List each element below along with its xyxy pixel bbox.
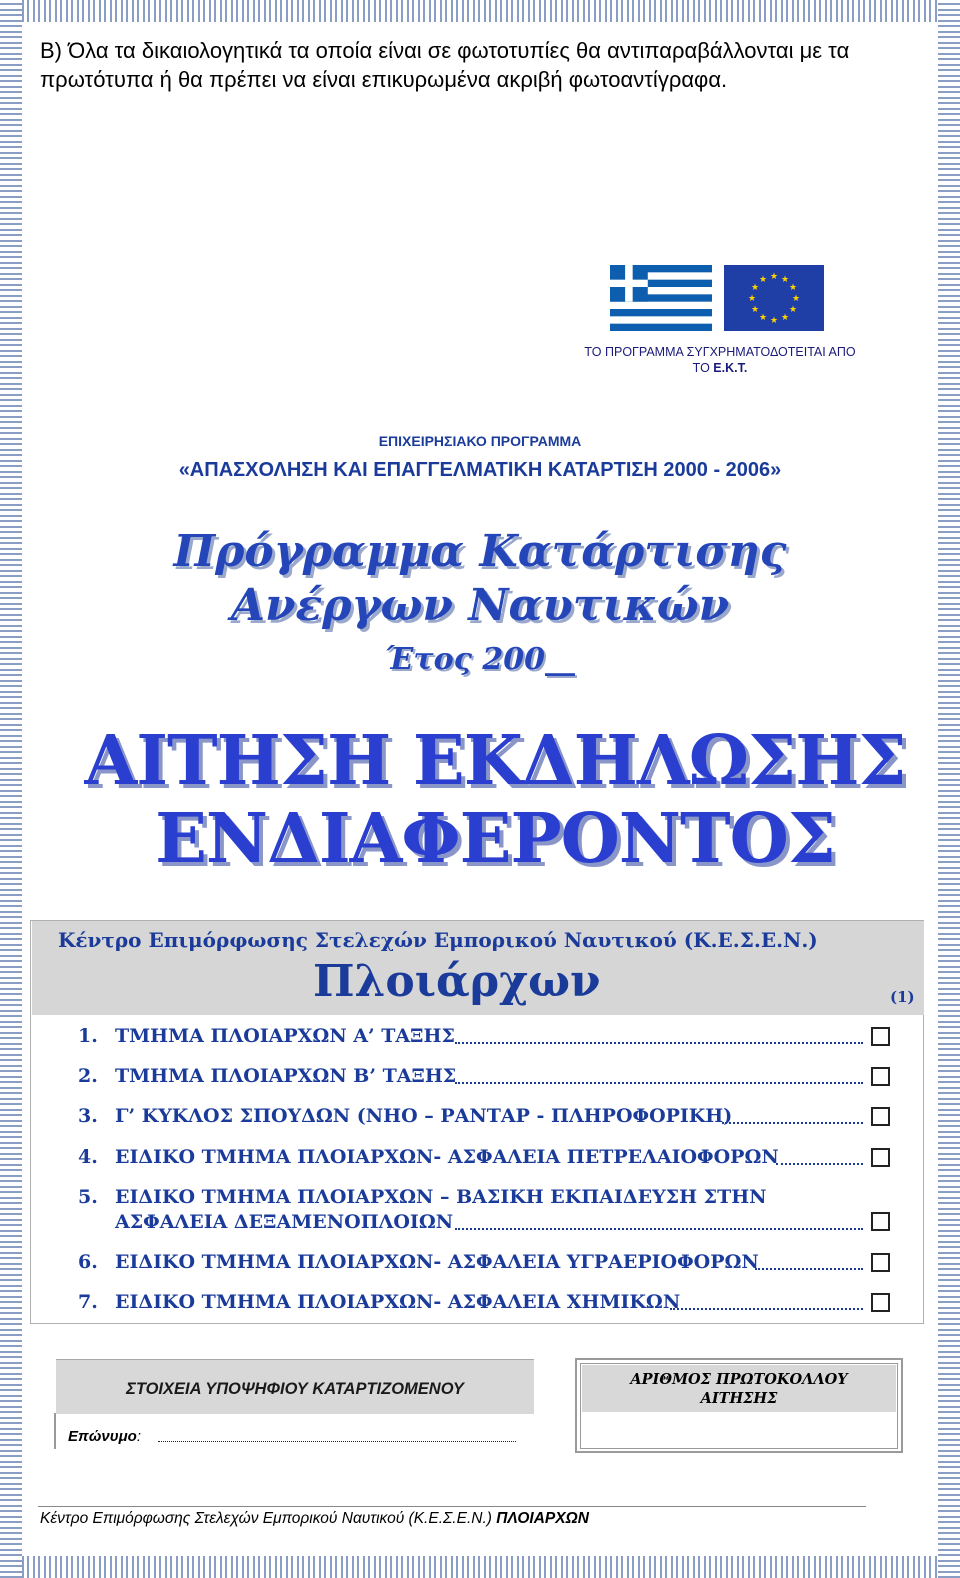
footer-divider <box>38 1506 866 1507</box>
option-leader-dots <box>722 1122 863 1124</box>
option-checkbox-3[interactable] <box>871 1107 890 1126</box>
svg-text:★: ★ <box>750 305 760 315</box>
option-label: ΕΙΔΙΚΟ ΤΜΗΜΑ ΠΛΟΙΑΡΧΩΝ- ΑΣΦΑΛΕΙΑ ΠΕΤΡΕΛΑΙΟΦΟΡΩΝ <box>115 1146 779 1168</box>
decorative-border-bottom <box>0 1556 960 1578</box>
page-footer <box>40 1510 589 1528</box>
option-checkbox-1[interactable] <box>871 1027 890 1046</box>
application-title-line2: ΕΝΔΙΑΦΕΡΟΝΤΟΣ <box>155 799 835 879</box>
svg-text:★: ★ <box>750 283 760 293</box>
candidate-section-title: ΣΤΟΙΧΕΙΑ ΥΠΟΨΗΦΙΟΥ ΚΑΤΑΡΤΙΖΟΜΕΝΟΥ <box>126 1380 464 1398</box>
cofunding-line2 <box>580 360 860 376</box>
option-number: 6. <box>78 1251 98 1273</box>
option-label: ΕΙΔΙΚΟ ΤΜΗΜΑ ΠΛΟΙΑΡΧΩΝ – ΒΑΣΙΚΗ ΕΚΠΑΙΔΕΥΣΗ ΣΤΗΝ <box>115 1186 767 1208</box>
cofunding-ekt: Ε.Κ.Τ. <box>713 361 748 375</box>
option-leader-dots <box>670 1308 863 1310</box>
svg-text:★: ★ <box>791 294 801 304</box>
option-leader-dots <box>455 1042 863 1044</box>
cofunding-prefix: ΤΟ <box>692 361 714 375</box>
decorative-border-top <box>0 0 960 22</box>
option-number: 4. <box>78 1146 98 1168</box>
cofunding-line1: ΤΟ ΠΡΟΓΡΑΜΜΑ ΣΥΓΧΡΗΜΑΤΟΔΟΤΕΙΤΑΙ ΑΠΟ <box>584 345 856 359</box>
option-label: ΤΜΗΜΑ ΠΛΟΙΑΡΧΩΝ Α’ ΤΑΞΗΣ <box>115 1025 455 1047</box>
footer-bold: ΠΛΟΙΑΡΧΩΝ <box>496 1510 589 1527</box>
svg-text:★: ★ <box>780 275 790 285</box>
svg-text:★: ★ <box>780 313 790 323</box>
footnote-marker: (1) <box>890 988 915 1006</box>
surname-label-text: Επώνυμο <box>68 1428 137 1445</box>
protocol-title-line1: ΑΡΙΘΜΟΣ ΠΡΩΤΟΚΟΛΛΟΥ <box>630 1371 848 1388</box>
svg-text:★: ★ <box>769 316 779 326</box>
program-title-line2: Ανέργων Ναυτικών <box>230 580 730 631</box>
eu-flag-icon <box>724 265 824 331</box>
option-number: 2. <box>78 1065 98 1087</box>
option-label: ΕΙΔΙΚΟ ΤΜΗΜΑ ΠΛΟΙΑΡΧΩΝ- ΑΣΦΑΛΕΙΑ ΥΓΡΑΕΡΙΟΦΟΡΩΝ <box>115 1251 759 1273</box>
application-title-line1: ΑΙΤΗΣΗ ΕΚΔΗΛΩΣΗΣ <box>84 721 906 801</box>
option-number: 5. <box>78 1186 98 1208</box>
option-checkbox-5[interactable] <box>871 1212 890 1231</box>
center-name: Κέντρο Επιμόρφωσης Στελεχών Εμπορικού Ναυτικού (Κ.Ε.Σ.Ε.Ν.) <box>58 928 818 952</box>
protocol-title-line2: ΑΙΤΗΣΗΣ <box>700 1390 778 1407</box>
program-title-line1: Πρόγραμμα Κατάρτισης <box>173 526 787 577</box>
program-year: Έτος 200__ <box>385 642 575 677</box>
svg-text:★: ★ <box>758 275 768 285</box>
option-checkbox-4[interactable] <box>871 1148 890 1167</box>
option-number: 3. <box>78 1105 98 1127</box>
svg-text:★: ★ <box>788 283 798 293</box>
svg-text:★: ★ <box>788 305 798 315</box>
svg-text:★: ★ <box>758 313 768 323</box>
surname-field[interactable] <box>158 1441 516 1442</box>
protocol-title <box>582 1370 896 1408</box>
option-label-continued: ΑΣΦΑΛΕΙΑ ΔΕΞΑΜΕΝΟΠΛΟΙΩΝ <box>115 1211 454 1233</box>
option-label: ΤΜΗΜΑ ΠΛΟΙΑΡΧΩΝ Β’ ΤΑΞΗΣ <box>115 1065 457 1087</box>
option-checkbox-7[interactable] <box>871 1293 890 1312</box>
svg-text:★: ★ <box>747 294 757 304</box>
option-number: 1. <box>78 1025 98 1047</box>
surname-colon: : <box>136 1428 142 1445</box>
application-title <box>0 722 960 878</box>
option-checkbox-6[interactable] <box>871 1253 890 1272</box>
program-title <box>0 525 960 633</box>
option-leader-dots <box>455 1228 863 1230</box>
greek-flag-icon <box>610 265 712 331</box>
footer-text: Κέντρο Επιμόρφωσης Στελεχών Εμπορικού Ναυτικού (Κ.Ε.Σ.Ε.Ν.) <box>40 1510 497 1527</box>
intro-paragraph: Β) Όλα τα δικαιολογητικά τα οποία είναι σε φωτοτυπίες θα αντιπαραβάλλονται με τα πρωτότυπα ή θα πρέπει να είναι επικυρωμένα ακριβή φωτοαντίγραφα. <box>40 38 850 92</box>
option-label: Γ’ ΚΥΚΛΟΣ ΣΠΟΥΔΩΝ (ΝΗΟ – ΡΑΝΤΑΡ - ΠΛΗΡΟΦΟΡΙΚΗ) <box>115 1105 733 1127</box>
option-label: ΕΙΔΙΚΟ ΤΜΗΜΑ ΠΛΟΙΑΡΧΩΝ- ΑΣΦΑΛΕΙΑ ΧΗΜΙΚΩΝ <box>115 1291 681 1313</box>
option-number: 7. <box>78 1291 98 1313</box>
section-title: Πλοιάρχων <box>313 956 601 1007</box>
candidate-section-border <box>54 1413 56 1449</box>
option-leader-dots <box>455 1082 863 1084</box>
option-leader-dots <box>755 1268 863 1270</box>
svg-text:★: ★ <box>769 272 779 282</box>
operational-program-label: ΕΠΙΧΕΙΡΗΣΙΑΚΟ ΠΡΟΓΡΑΜΜΑ <box>378 433 582 449</box>
operational-program-name: «ΑΠΑΣΧΟΛΗΣΗ ΚΑΙ ΕΠΑΓΓΕΛΜΑΤΙΚΗ ΚΑΤΑΡΤΙΣΗ 2000 - 2006» <box>178 459 782 481</box>
surname-label <box>68 1428 141 1445</box>
cofunding-note <box>580 344 860 376</box>
option-checkbox-2[interactable] <box>871 1067 890 1086</box>
option-leader-dots <box>776 1163 863 1165</box>
